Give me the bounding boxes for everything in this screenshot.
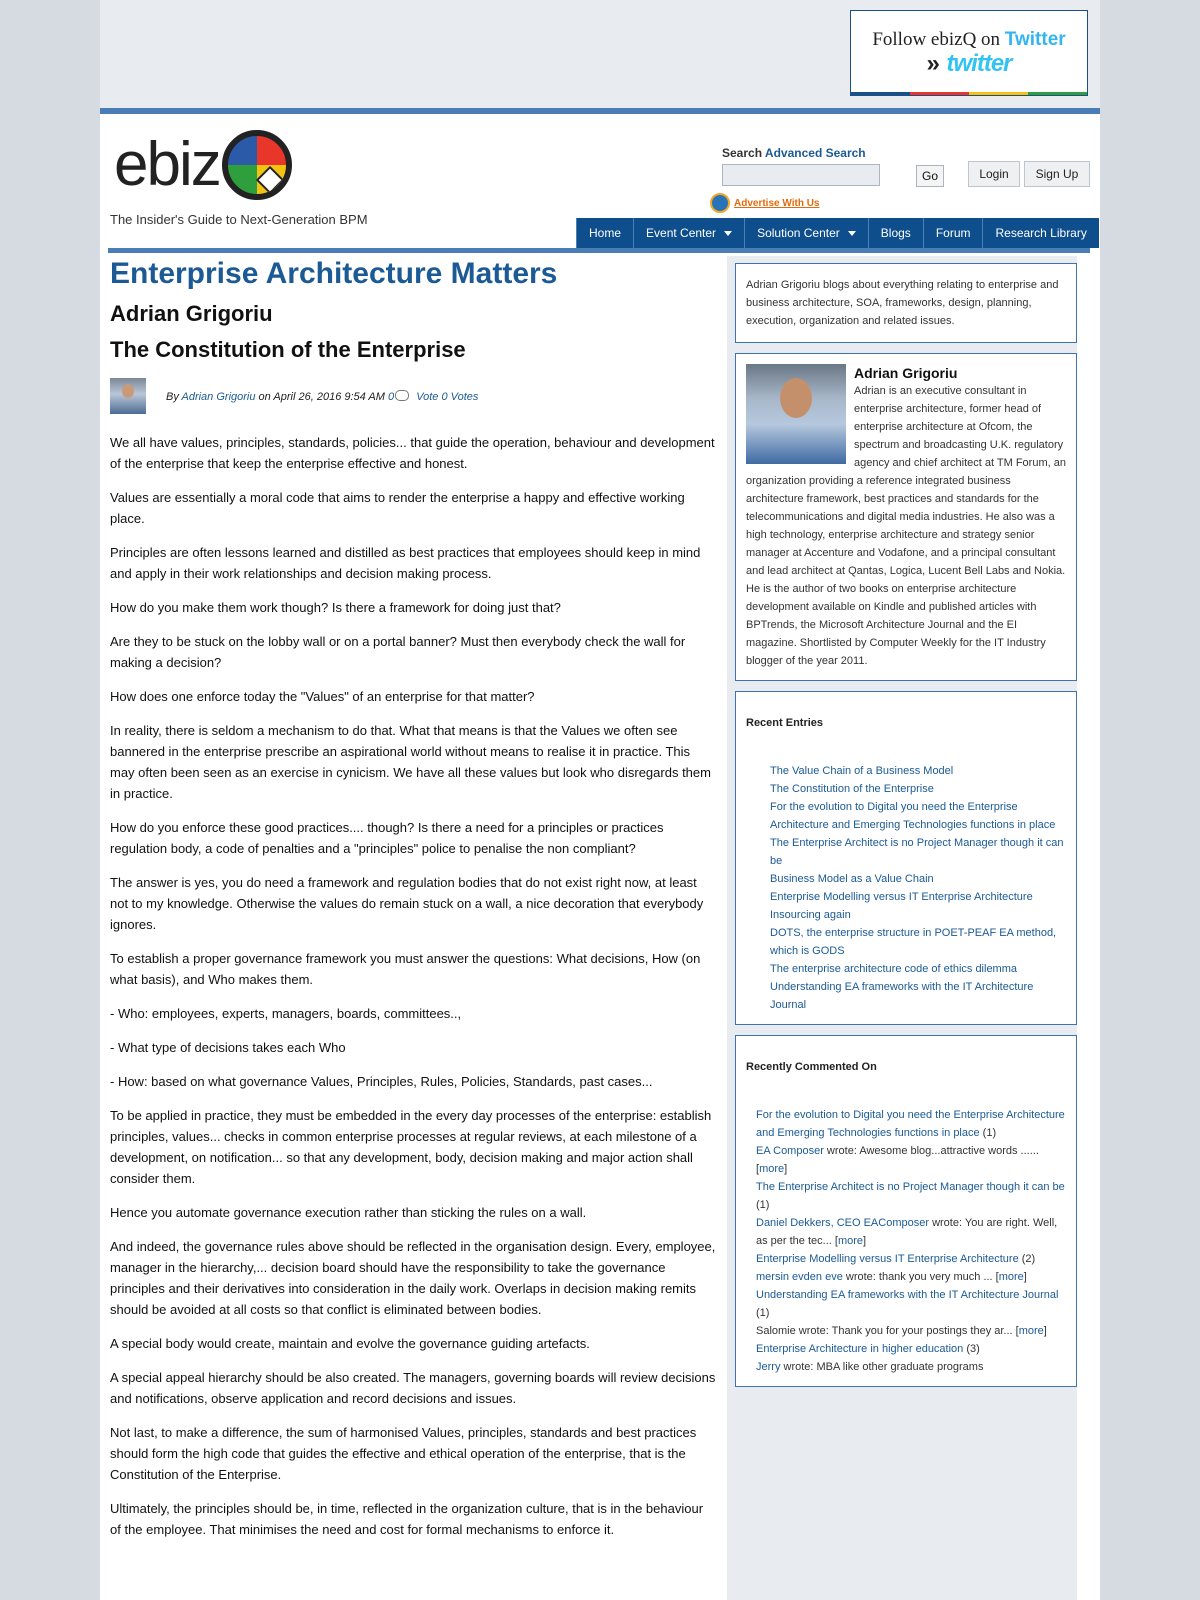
advertise-icon	[710, 193, 730, 213]
commented-post-link[interactable]: Understanding EA frameworks with the IT Architecture Journal	[756, 1289, 1059, 1301]
blog-description: Adrian Grigoriu blogs about everything relating to enterprise and business architecture, SOA, frameworks, design, planning, execution, organization and related issues.	[746, 279, 1059, 327]
list-item	[756, 1286, 1066, 1322]
post-paragraph: A special body would create, maintain and evolve the governance guiding artefacts.	[110, 1336, 590, 1351]
nav-label: Event Center	[646, 226, 717, 240]
list-item	[756, 1106, 1066, 1142]
logo-text: ebiz	[114, 130, 220, 199]
recently-commented-box	[735, 1035, 1077, 1387]
nav-forum[interactable]	[923, 218, 983, 248]
post-paragraph: Ultimately, the principles should be, in time, reflected in the organization culture, that is in the behaviour of the employee. That minimises the need and cost for formal mechanisms to enforce it.	[110, 1501, 704, 1537]
login-button[interactable]: Login	[968, 161, 1020, 187]
list-item	[770, 798, 1066, 834]
recent-entry-link[interactable]: The Enterprise Architect is no Project Manager though it can be	[770, 837, 1064, 867]
twitter-ad-arrow: »	[926, 50, 940, 77]
comment-text: (3)	[963, 1343, 980, 1355]
author-bio: Adrian is an executive consultant in enterprise architecture, former head of enterprise architecture at Ofcom, the spectrum and broadcasting U.K. regulatory agency and chief architect at TM Forum, an organization providing a reference integrated business architecture framework, best practices and standards for the telecommunications and digital media industries. He also was a high technology, enterprise architecture and strategy senior manager at Accenture and Vodafone, and a principal consultant and lead architect at Qantas, Logica, Lucent Bell Labs and Nokia. He is the author of two books on enterprise architecture development available on Kindle and published articles with BPTrends, the Microsoft Architecture Journal and the EI magazine. Shortlisted by Computer Weekly for the IT Industry blogger of the year 2011.	[746, 385, 1066, 667]
list-item	[756, 1250, 1066, 1268]
twitter-ad-color-bars	[851, 92, 1087, 95]
commenter-link[interactable]: Daniel Dekkers, CEO EAComposer	[756, 1217, 930, 1229]
commented-post-link[interactable]: The Enterprise Architect is no Project Manager though it can be	[756, 1181, 1065, 1193]
main-nav	[576, 218, 1099, 248]
post-paragraph: A special appeal hierarchy should be also created. The managers, governing boards will review decisions and notifications, observe application and record decisions and issues.	[110, 1370, 716, 1406]
recent-entry-link[interactable]: Understanding EA frameworks with the IT Architecture Journal	[770, 981, 1034, 1011]
comment-text: (1)	[979, 1127, 997, 1139]
nav-divider	[108, 248, 1090, 253]
twitter-ad-line2	[851, 51, 1087, 77]
post-paragraph: The answer is yes, you do need a framework and regulation bodies that do not exist right now, at least not to my knowledge. Otherwise the values do remain stuck on a wall, a nice decoration that everybody ignores.	[110, 875, 704, 932]
byline-text	[166, 390, 478, 403]
nav-label: Forum	[935, 226, 971, 240]
comment-text: Salomie wrote: Thank you for your postings they ar... [	[756, 1325, 1019, 1337]
list-item	[756, 1214, 1066, 1250]
bracket: ]	[1043, 1325, 1047, 1337]
signup-button[interactable]: Sign Up	[1024, 161, 1090, 187]
recent-entry-link[interactable]: Business Model as a Value Chain	[770, 873, 934, 885]
site-tagline: The Insider's Guide to Next-Generation BPM	[110, 212, 368, 227]
list-item	[770, 762, 1066, 780]
post-paragraph: Hence you automate governance execution rather than sticking the rules on a wall.	[110, 1205, 587, 1220]
commented-post-link[interactable]: For the evolution to Digital you need the Enterprise Architecture and Emerging Technologies functions in place	[756, 1109, 1065, 1139]
recent-entry-link[interactable]: The enterprise architecture code of ethics dilemma	[770, 963, 1018, 975]
list-item	[770, 780, 1066, 798]
post-paragraph: And indeed, the governance rules above should be reflected in the organisation design. Every, employee, manager in the hierarchy,... decision board should have the responsibility to take the governance principles and their derivatives into consideration in the daily work. Overlaps in decision making remits should be avoided at all costs so that conflict is eliminated between bodies.	[110, 1239, 716, 1317]
list-item	[770, 834, 1066, 870]
nav-label: Solution Center	[757, 226, 840, 240]
recent-entries-title: Recent Entries	[746, 717, 824, 729]
recent-entry-link[interactable]: DOTS, the enterprise structure in POET-PEAF EA method, which is GODS	[770, 927, 1057, 957]
author-photo[interactable]	[746, 364, 846, 464]
logo-wordmark	[114, 130, 292, 200]
recently-commented-title: Recently Commented On	[746, 1061, 877, 1073]
list-item	[756, 1340, 1066, 1358]
votes-count[interactable]: 0 Votes	[441, 390, 479, 403]
list-item	[770, 906, 1066, 924]
logo-q-icon	[222, 130, 292, 200]
twitter-ad-bar	[910, 92, 969, 95]
post-paragraph: - Who: employees, experts, managers, boards, committees..,	[110, 1006, 462, 1021]
recent-entries-list	[746, 762, 1066, 1014]
twitter-ad-bar	[1028, 92, 1087, 95]
post-date: on April 26, 2016 9:54 AM	[258, 390, 385, 403]
author-link[interactable]: Adrian Grigoriu	[181, 390, 256, 403]
blog-title[interactable]: Enterprise Architecture Matters	[110, 257, 558, 290]
bracket: ]	[1023, 1271, 1027, 1283]
comment-text: (1)	[756, 1199, 770, 1211]
caret-down-icon	[724, 231, 732, 236]
list-item	[770, 978, 1066, 1014]
post-paragraph: How do you make them work though? Is there a framework for doing just that?	[110, 600, 561, 615]
search-label: Search	[722, 146, 763, 160]
search-go-button[interactable]: Go	[916, 165, 944, 187]
nav-home[interactable]	[576, 218, 633, 248]
commenter-link[interactable]: Jerry	[756, 1361, 781, 1373]
top-banner	[100, 0, 1100, 114]
recent-entry-link[interactable]: The Constitution of the Enterprise	[770, 783, 934, 795]
caret-down-icon	[848, 231, 856, 236]
nav-blogs[interactable]	[868, 218, 923, 248]
main-content	[110, 256, 716, 1540]
bracket: ]	[784, 1163, 788, 1175]
post-paragraph: - How: based on what governance Values, Principles, Rules, Policies, Standards, past cases...	[110, 1074, 653, 1089]
site-logo[interactable]	[114, 130, 292, 200]
blog-author-heading: Adrian Grigoriu	[110, 301, 273, 326]
post-paragraph: We all have values, principles, standards, policies... that guide the operation, behaviour and development of the enterprise that keep the enterprise effective and honest.	[110, 435, 715, 471]
list-item	[756, 1268, 1066, 1286]
comment-text: wrote: Awesome blog...attractive words ...... [	[756, 1145, 1039, 1175]
comment-icon[interactable]	[395, 390, 409, 401]
commenter-link[interactable]: EA Composer	[756, 1145, 824, 1157]
twitter-ad-prefix: Follow ebizQ on	[872, 29, 1001, 50]
nav-research-library[interactable]	[982, 218, 1098, 248]
nav-event-center[interactable]	[633, 218, 744, 248]
comment-text: wrote: MBA like other graduate programs	[780, 1361, 984, 1373]
commented-post-link[interactable]: Enterprise Architecture in higher education	[756, 1343, 964, 1355]
bracket: ]	[863, 1235, 867, 1247]
list-item	[756, 1142, 1066, 1178]
twitter-ad-brand: Twitter	[1004, 29, 1066, 50]
author-thumbnail[interactable]	[110, 378, 146, 414]
post-body	[110, 432, 716, 1540]
nav-solution-center[interactable]	[744, 218, 868, 248]
comment-text: wrote: You are right. Well, as per the tec... [	[756, 1217, 1058, 1247]
recent-entry-link[interactable]: The Value Chain of a Business Model	[770, 765, 954, 777]
blog-description-box	[735, 263, 1077, 343]
list-item	[770, 924, 1066, 960]
post-paragraph: To establish a proper governance framework you must answer the questions: What decisions, How (on what basis), and Who makes them.	[110, 951, 701, 987]
comment-count[interactable]: 0	[388, 390, 395, 403]
nav-label: Home	[589, 226, 622, 240]
author-box	[735, 353, 1077, 681]
advertise-label: Advertise With Us	[734, 197, 820, 209]
post-paragraph: Are they to be stuck on the lobby wall or on a portal banner? Must then everybody check the wall for making a decision?	[110, 634, 686, 670]
comment-text: (1)	[756, 1307, 770, 1319]
page	[100, 0, 1100, 1600]
byline-by: By	[166, 390, 179, 403]
advertise-link[interactable]	[710, 193, 819, 213]
advanced-search-link[interactable]: Advanced Search	[764, 146, 866, 160]
post-title: The Constitution of the Enterprise	[110, 337, 466, 362]
twitter-ad-line1	[851, 29, 1087, 51]
recent-entries-box	[735, 691, 1077, 1025]
nav-label: Research Library	[995, 226, 1087, 240]
vote-link[interactable]: Vote	[416, 390, 439, 403]
post-paragraph: How does one enforce today the "Values" of an enterprise for that matter?	[110, 689, 535, 704]
commented-post-link[interactable]: Enterprise Modelling versus IT Enterprise Architecture	[756, 1253, 1019, 1265]
search-area	[722, 146, 938, 183]
more-link[interactable]: more	[1018, 1325, 1044, 1337]
post-byline	[110, 378, 716, 414]
commenter-link[interactable]: mersin evden eve	[756, 1271, 843, 1283]
twitter-logo: twitter	[946, 50, 1012, 77]
nav-label: Blogs	[880, 226, 911, 240]
twitter-follow-ad[interactable]	[850, 10, 1088, 96]
author-name: Adrian Grigoriu	[854, 365, 958, 381]
list-item	[756, 1358, 1066, 1376]
comment-text: (2)	[1018, 1253, 1036, 1265]
recent-entry-link[interactable]: Insourcing again	[770, 909, 851, 921]
post-paragraph: Not last, to make a difference, the sum of harmonised Values, principles, standards and best practices should form the high code that guides the effective and ethical operation of the enterprise, that is the Constitution of the Enterprise.	[110, 1425, 697, 1482]
search-input[interactable]	[722, 164, 880, 186]
recent-entry-link[interactable]: Enterprise Modelling versus IT Enterprise Architecture	[770, 891, 1033, 903]
post-paragraph: To be applied in practice, they must be embedded in the every day processes of the enterprise: establish principles, values... checks in common enterprise processes at regular reviews, at each milestone of a development, on notification... so that any development, body, decision making and major action shall consider them.	[110, 1108, 712, 1186]
post-paragraph: - What type of decisions takes each Who	[110, 1040, 346, 1055]
twitter-ad-bar	[969, 92, 1028, 95]
more-link[interactable]: more	[759, 1163, 785, 1175]
post-paragraph: In reality, there is seldom a mechanism to do that. What that means is that the Values we often see bannered in the enterprise prescribe an aspirational world without means to realise it in practice. This may often been seen as an exercise in cynicism. We have all these values but look who disregards them in practice.	[110, 723, 711, 801]
twitter-ad-bar	[851, 92, 910, 95]
sidebar	[727, 256, 1077, 1600]
post-paragraph: How do you enforce these good practices.... though? Is there a need for a principles or practices regulation body, a code of penalties and a "principles" police to penalise the non compliant?	[110, 820, 664, 856]
search-label-row	[722, 146, 866, 160]
recently-commented-list	[746, 1106, 1066, 1376]
list-item	[756, 1178, 1066, 1214]
list-item	[770, 888, 1066, 906]
list-item	[770, 960, 1066, 978]
post-paragraph: Values are essentially a moral code that aims to render the enterprise a happy and effective working place.	[110, 490, 685, 526]
comment-text: wrote: thank you very much ... [	[842, 1271, 999, 1283]
more-link[interactable]: more	[837, 1235, 863, 1247]
more-link[interactable]: more	[998, 1271, 1024, 1283]
recent-entry-link[interactable]: For the evolution to Digital you need the Enterprise Architecture and Emerging Technologies functions in place	[770, 801, 1056, 831]
list-item	[770, 870, 1066, 888]
post-paragraph: Principles are often lessons learned and distilled as best practices that employees should keep in mind and apply in their work relationships and decision making process.	[110, 545, 701, 581]
list-item	[756, 1322, 1066, 1340]
